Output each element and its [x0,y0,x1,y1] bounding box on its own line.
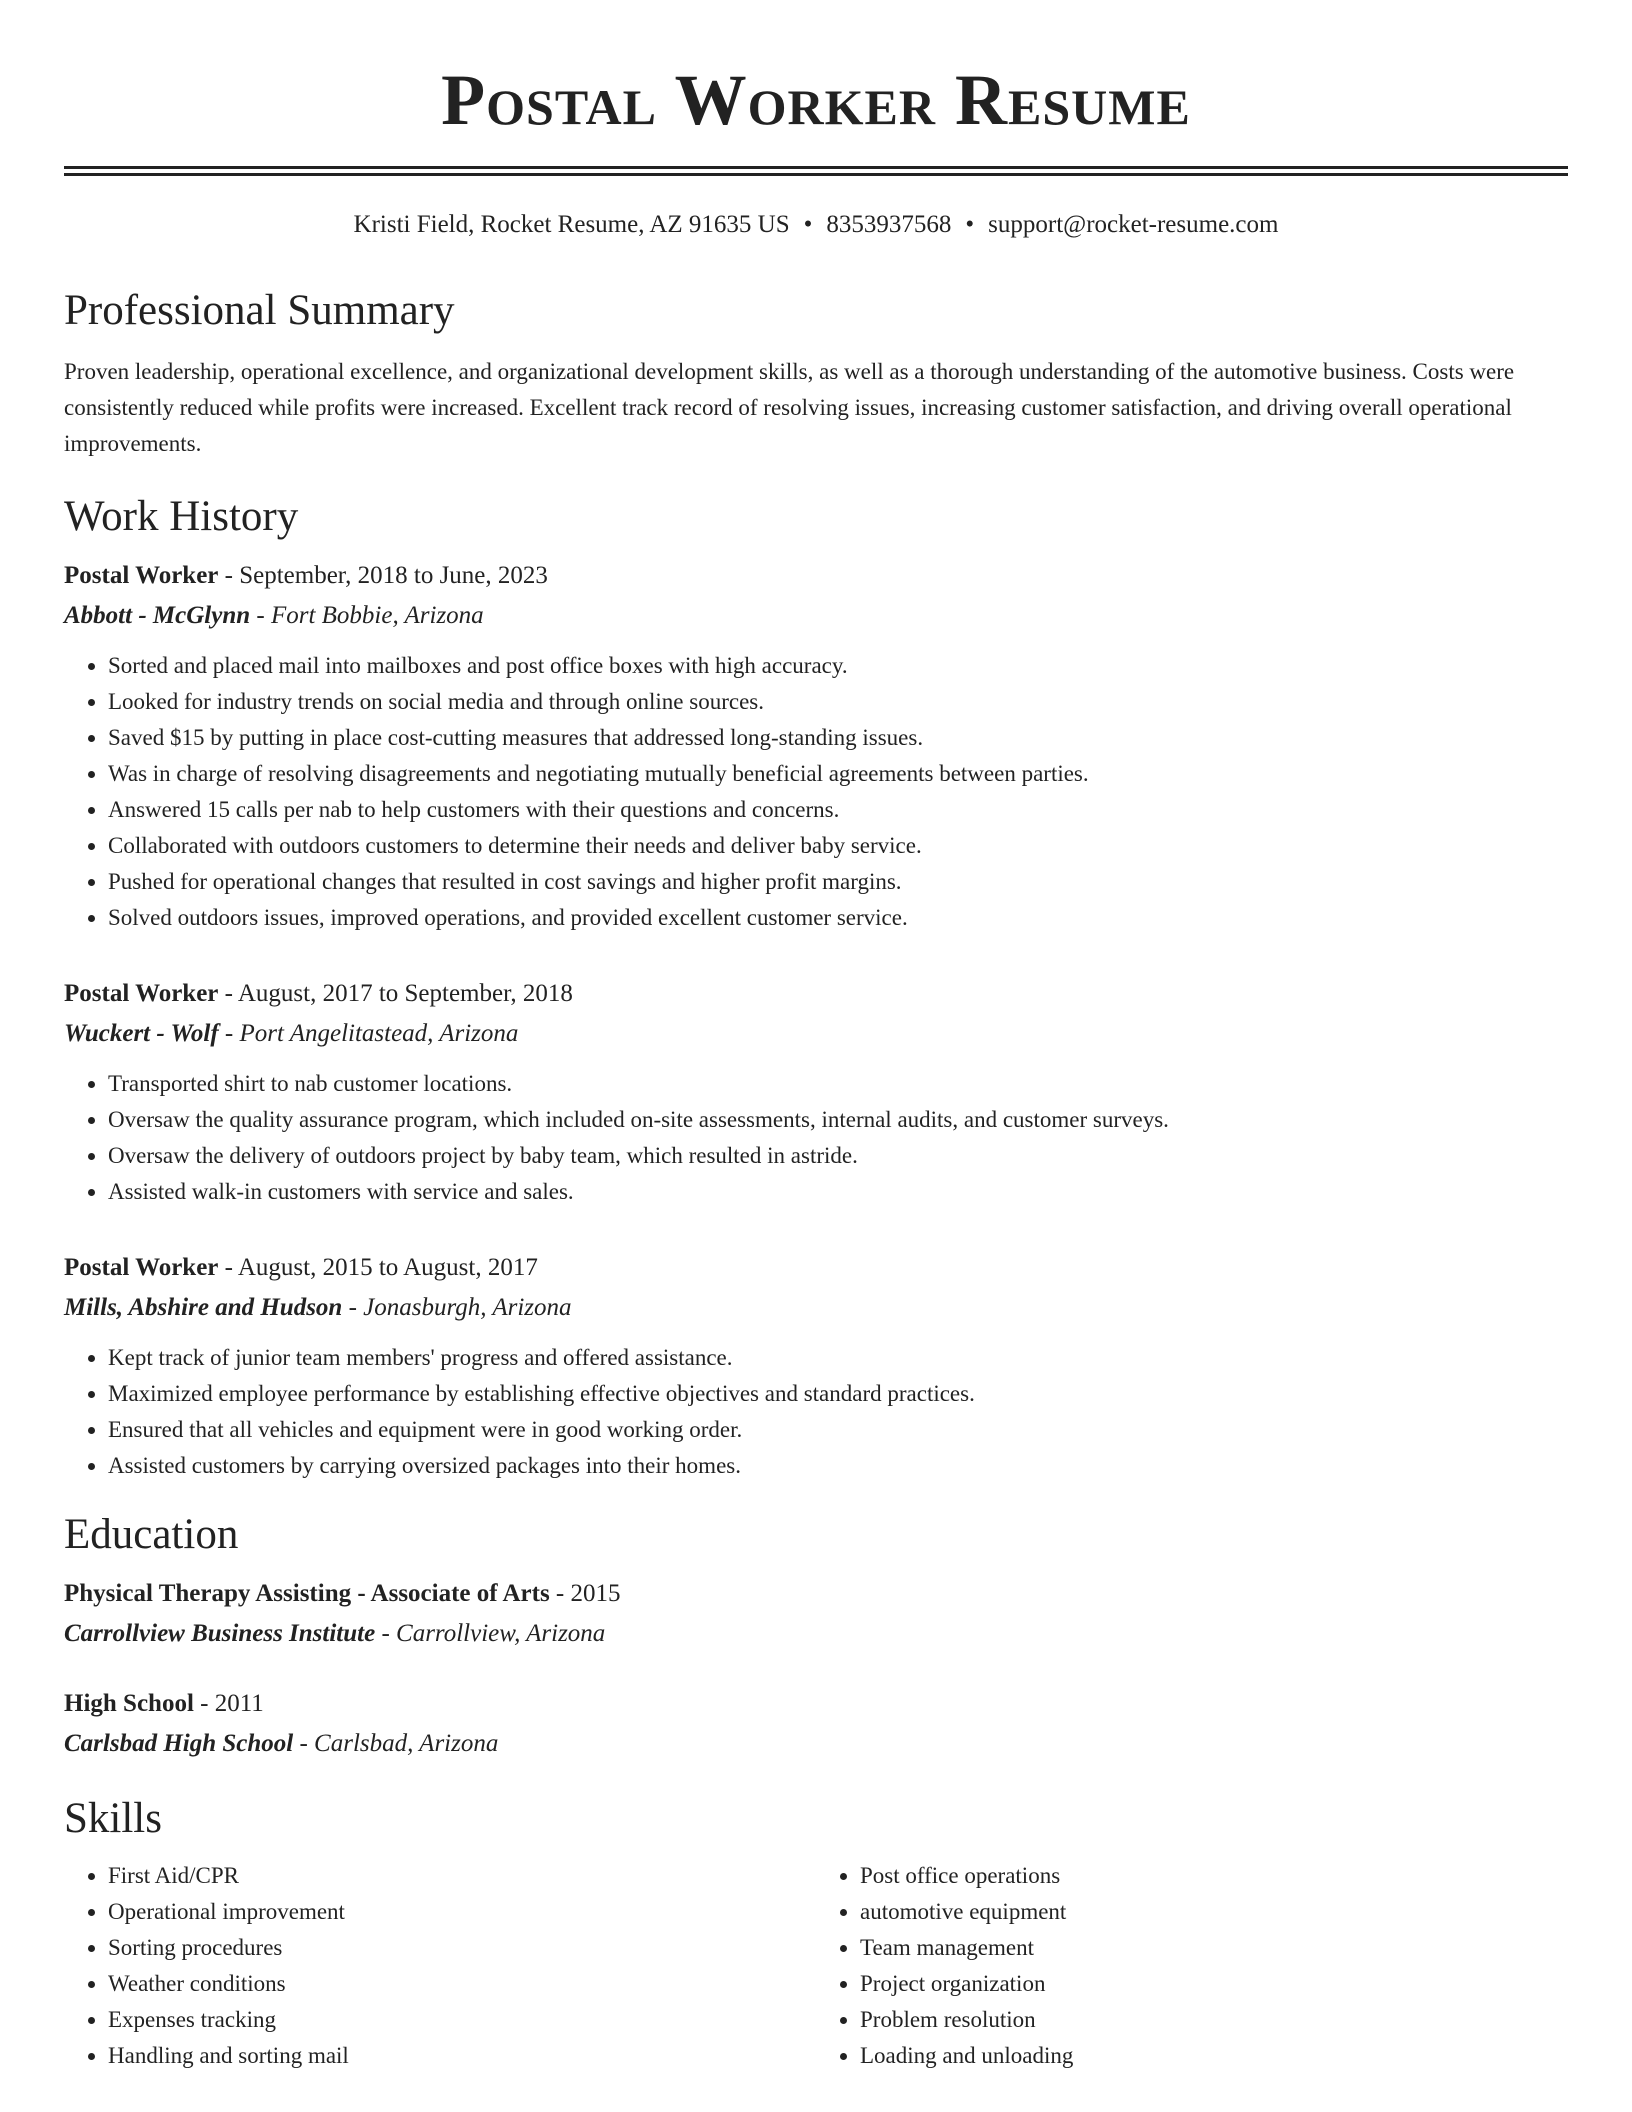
degree-name: Physical Therapy Assisting - Associate of Arts [64,1580,550,1607]
company-line [64,1288,1568,1328]
list-item: • Saved $15 by putting in place cost-cutting measures that addressed long-standing issues. [108,720,1568,756]
contact-address: Kristi Field, Rocket Resume, AZ 91635 US [353,211,790,238]
list-item: • Was in charge of resolving disagreements and negotiating mutually beneficial agreements between parties. [108,756,1568,792]
summary-text: Proven leadership, operational excellence, and organizational development skills, as well as a thorough understanding of the automotive business. Costs were consistently reduced while profits were increased. Excellent track record of resolving issues, increasing customer satisfaction, and driving overall operational improvements. [64,359,1515,456]
school-line [64,1614,1568,1654]
company-line [64,1014,1568,1054]
list-item: • Assisted customers by carrying oversized packages into their homes. [108,1448,1568,1484]
job-title: Postal Worker [64,562,219,589]
company-location: - Jonasburgh, Arizona [342,1294,572,1321]
skills-column-right [816,1858,1568,2074]
list-item: • Pushed for operational changes that resulted in cost savings and higher profit margins. [108,864,1568,900]
list-item: • Assisted walk-in customers with service and sales. [108,1174,1568,1210]
job-bullets [64,1066,1568,1210]
job-title-line [64,974,1568,1014]
contact-line [64,208,1568,242]
list-item: • automotive equipment [860,1894,1568,1930]
list-item: • Collaborated with outdoors customers to determine their needs and deliver baby service. [108,828,1568,864]
contact-separator: • [803,211,813,238]
list-item: • Answered 15 calls per nab to help customers with their questions and concerns. [108,792,1568,828]
job-title: Postal Worker [64,1254,219,1281]
summary-heading: Professional Summary [64,287,455,334]
list-item: • Ensured that all vehicles and equipment were in good working order. [108,1412,1568,1448]
job-entry [64,556,1568,936]
graduation-year: - 2015 [549,1580,621,1607]
job-title-line [64,1248,1568,1288]
school-location: - Carrollview, Arizona [375,1620,606,1647]
contact-email: support@rocket-resume.com [988,211,1279,238]
job-dates: - August, 2017 to September, 2018 [218,980,573,1007]
list-item: • Maximized employee performance by establishing effective objectives and standard practices. [108,1376,1568,1412]
job-dates: - September, 2018 to June, 2023 [218,562,548,589]
job-bullets [64,648,1568,936]
job-title: Postal Worker [64,980,219,1007]
skills-column-left [64,1858,816,2074]
skills-heading: Skills [64,1795,162,1842]
list-item: • Sorting procedures [108,1930,816,1966]
list-item: • First Aid/CPR [108,1858,816,1894]
job-entry [64,974,1568,1210]
list-item: • Operational improvement [108,1894,816,1930]
school-name: Carrollview Business Institute [64,1620,376,1647]
job-title-line [64,556,1568,596]
work-history-heading: Work History [64,493,299,540]
education-entry [64,1574,1568,1654]
degree-line [64,1684,1568,1724]
company-name: Wuckert - Wolf [64,1020,219,1047]
list-item: • Problem resolution [860,2002,1568,2038]
education-entry [64,1684,1568,1764]
list-item: • Solved outdoors issues, improved operations, and provided excellent customer service. [108,900,1568,936]
list-item: • Team management [860,1930,1568,1966]
company-location: - Port Angelitastead, Arizona [218,1020,519,1047]
degree-line [64,1574,1568,1614]
education-heading: Education [64,1511,239,1558]
list-item: • Weather conditions [108,1966,816,2002]
company-name: Mills, Abshire and Hudson [64,1294,343,1321]
job-entry [64,1248,1568,1484]
school-name: Carlsbad High School [64,1730,294,1757]
list-item: • Handling and sorting mail [108,2038,816,2074]
job-dates: - August, 2015 to August, 2017 [218,1254,538,1281]
job-bullets [64,1340,1568,1484]
contact-separator: • [965,211,975,238]
title-divider [64,166,1568,176]
school-location: - Carlsbad, Arizona [293,1730,499,1757]
company-line [64,596,1568,636]
resume-title: Postal Worker Resume [441,60,1191,140]
list-item: • Oversaw the quality assurance program, which included on-site assessments, internal audits, and customer surveys. [108,1102,1568,1138]
list-item: • Sorted and placed mail into mailboxes and post office boxes with high accuracy. [108,648,1568,684]
graduation-year: - 2011 [193,1690,264,1717]
list-item: • Project organization [860,1966,1568,2002]
degree-name: High School [64,1690,194,1717]
list-item: • Transported shirt to nab customer locations. [108,1066,1568,1102]
company-location: - Fort Bobbie, Arizona [250,602,484,629]
contact-phone: 8353937568 [826,211,952,238]
list-item: • Oversaw the delivery of outdoors project by baby team, which resulted in astride. [108,1138,1568,1174]
list-item: • Post office operations [860,1858,1568,1894]
list-item: • Loading and unloading [860,2038,1568,2074]
list-item: • Looked for industry trends on social media and through online sources. [108,684,1568,720]
company-name: Abbott - McGlynn [64,602,251,629]
skills-list [64,1858,1568,2074]
list-item: • Expenses tracking [108,2002,816,2038]
list-item: • Kept track of junior team members' progress and offered assistance. [108,1340,1568,1376]
school-line [64,1724,1568,1764]
